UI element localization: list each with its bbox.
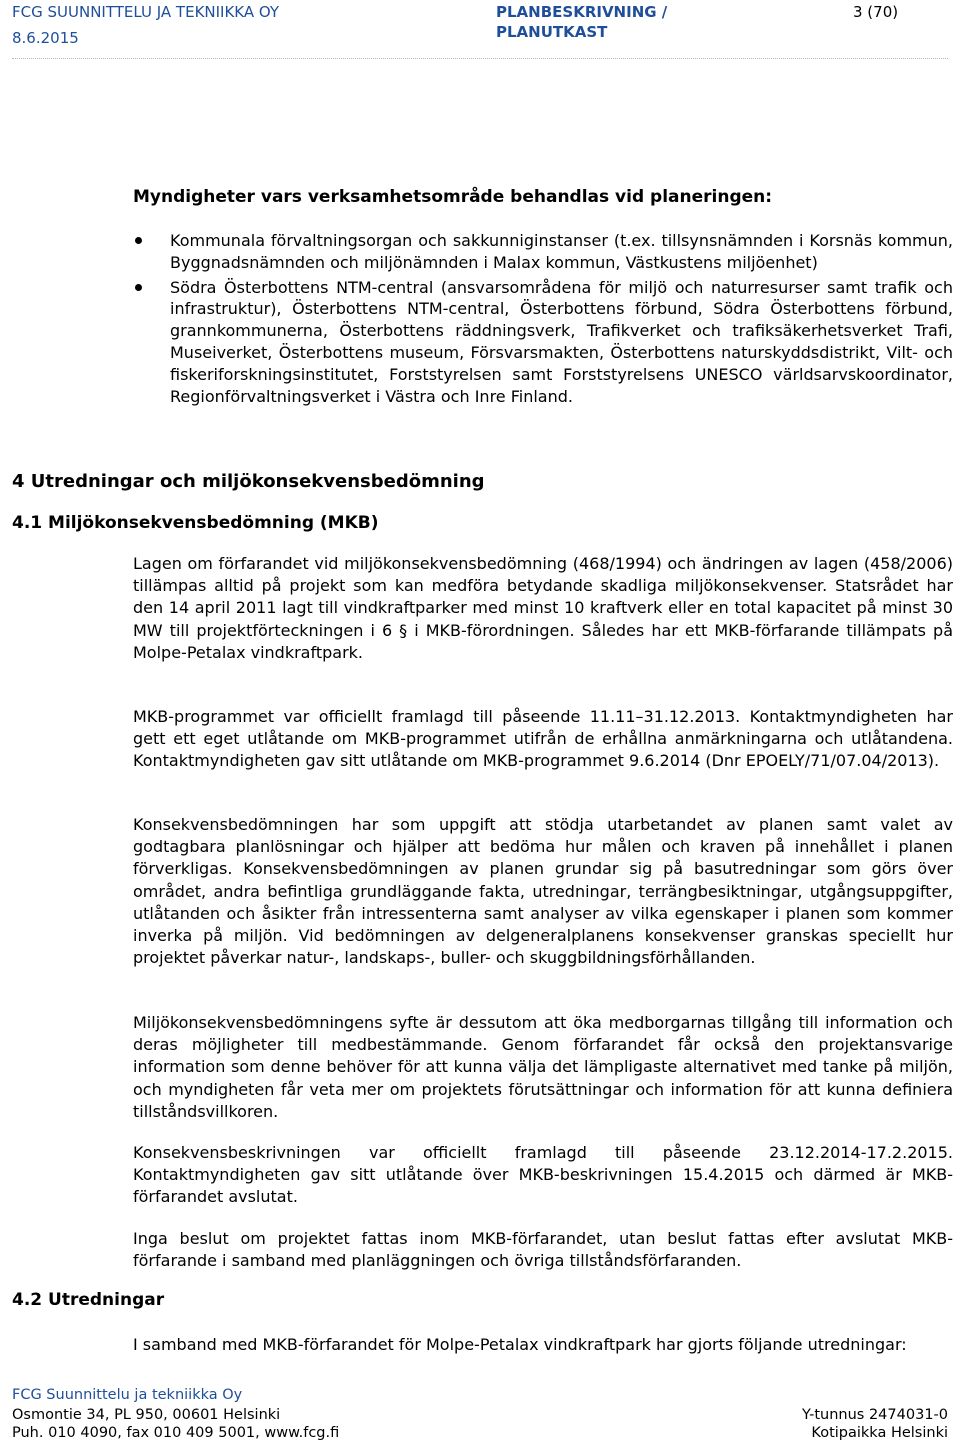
section-heading: 4 Utredningar och miljökonsekvensbedömning: [12, 471, 485, 492]
paragraph: MKB-programmet var officiellt framlagd till påseende 11.11–31.12.2013. Kontaktmyndigheten har gett ett eget utlåtande om MKB-programmet utifrån de erhållna anmärkningarna och utlåtandena. Kontaktmyndigheten gav sitt utlåtande om MKB-programmet 9.6.2014 (Dnr EPOELY/71/07.04/2013).: [133, 707, 953, 771]
paragraph: Konsekvensbedömningen har som uppgift att stödja utarbetandet av planen samt valet av godtagbara planlösningar och hjälper att bedöma hur målen och kraven på innehållet i planen förverkligas. Konsekvensbedömningen av planen grundar sig på basutredningar som görs över området, andra befintliga grundläggande fakta, utredningar, terrängbesiktningar, utgångsuppgifter, utlåtanden och åsikter från intressenterna samt analyser av vilka egenskaper i planen som kommer inverka på miljön. Vid bedömningen av delgeneralplanens konsekvenser granskas speciellt hur projektet påverkar natur-, landskaps-, buller- och skuggbildningsförhållanden.: [133, 815, 953, 968]
list-item: [133, 230, 953, 274]
agencies-list: [133, 230, 953, 407]
paragraph: I samband med MKB-förfarandet för Molpe-Petalax vindkraftpark har gjorts följande utredningar:: [133, 1335, 907, 1354]
list-item-text: Södra Österbottens NTM-central (ansvarsområdena för miljö och naturresurser samt trafik och infrastruktur), Österbottens NTM-central, Österbottens förbund, Södra Österbottens förbund, grannkommunerna, Österbottens räddningsverk, Trafikverket och trafiksäkerhetsverket Trafi, Museiverket, Österbottens museum, Försvarsmakten, Österbottens naturskyddsdistrikt, Vilt- och fiskeriforskningsinstitutet, Forststyrelsen samt Forststyrelsens UNESCO världsarvskoordinator, Regionförvaltningsverket i Västra och Inre Finland.: [170, 277, 953, 406]
subsection-heading-mkb: 4.1 Miljökonsekvensbedömning (MKB): [12, 513, 379, 533]
paragraph: Miljökonsekvensbedömningens syfte är dessutom att öka medborgarnas tillgång till information och deras möjligheter till medbestämmande. Genom förfarandet får också den projektansvarige information som denne behöver för att kunna välja det lämpligaste alternativet med tanke på miljön, och myndigheten får veta mer om projektets förutsättningar och information för att kunna definiera tillståndsvillkoren.: [133, 1013, 953, 1121]
header-date: 8.6.2015: [12, 29, 79, 47]
header-company: FCG SUUNNITTELU JA TEKNIIKKA OY: [12, 3, 280, 21]
header-document-title: PLANBESKRIVNING / PLANUTKAST: [496, 3, 668, 41]
header-divider: [12, 58, 948, 59]
paragraph: Konsekvensbeskrivningen var officiellt framlagd till påseende 23.12.2014-17.2.2015. Kontaktmyndigheten gav sitt utlåtande över MKB-beskrivningen 15.4.2015 och därmed är MKB-förfarandet avslutat.: [133, 1143, 953, 1207]
list-item: [133, 277, 953, 408]
paragraph: Lagen om förfarandet vid miljökonsekvensbedömning (468/1994) och ändringen av lagen (458/2006) tillämpas alltid på projekt som kan medföra betydande skadliga miljökonsekvenser. Statsrådet har den 14 april 2011 lagt till vindkraftparker med minst 10 kraftverk eller en total kapacitet på minst 30 MW till projektförteckningen i 6 § i MKB-förordningen. Således har ett MKB-förfarande tillämpats på Molpe-Petalax vindkraftpark.: [133, 554, 953, 662]
bullet-icon: [135, 284, 142, 291]
bullet-icon: [135, 237, 142, 244]
footer-address: Osmontie 34, PL 950, 00601 Helsinki: [12, 1407, 281, 1423]
footer-business-id: Y-tunnus 2474031-0: [801, 1407, 948, 1423]
header-page-number: 3 (70): [853, 3, 899, 21]
agencies-heading: Myndigheter vars verksamhetsområde behandlas vid planeringen:: [133, 187, 773, 207]
footer-domicile: Kotipaikka Helsinki: [811, 1425, 948, 1441]
footer-company: FCG Suunnittelu ja tekniikka Oy: [12, 1387, 243, 1403]
subsection-heading-utredningar: 4.2 Utredningar: [12, 1290, 165, 1310]
paragraph: Inga beslut om projektet fattas inom MKB-förfarandet, utan beslut fattas efter avslutat MKB-förfarande i samband med planläggningen och övriga tillståndsförfaranden.: [133, 1229, 953, 1271]
list-item-text: Kommunala förvaltningsorgan och sakkunniginstanser (t.ex. tillsynsnämnden i Korsnäs kommun, Byggnadsnämnden och miljönämnden i Malax kommun, Västkustens miljöenhet): [170, 231, 953, 272]
footer-contact: Puh. 010 4090, fax 010 409 5001, www.fcg.fi: [12, 1425, 340, 1441]
